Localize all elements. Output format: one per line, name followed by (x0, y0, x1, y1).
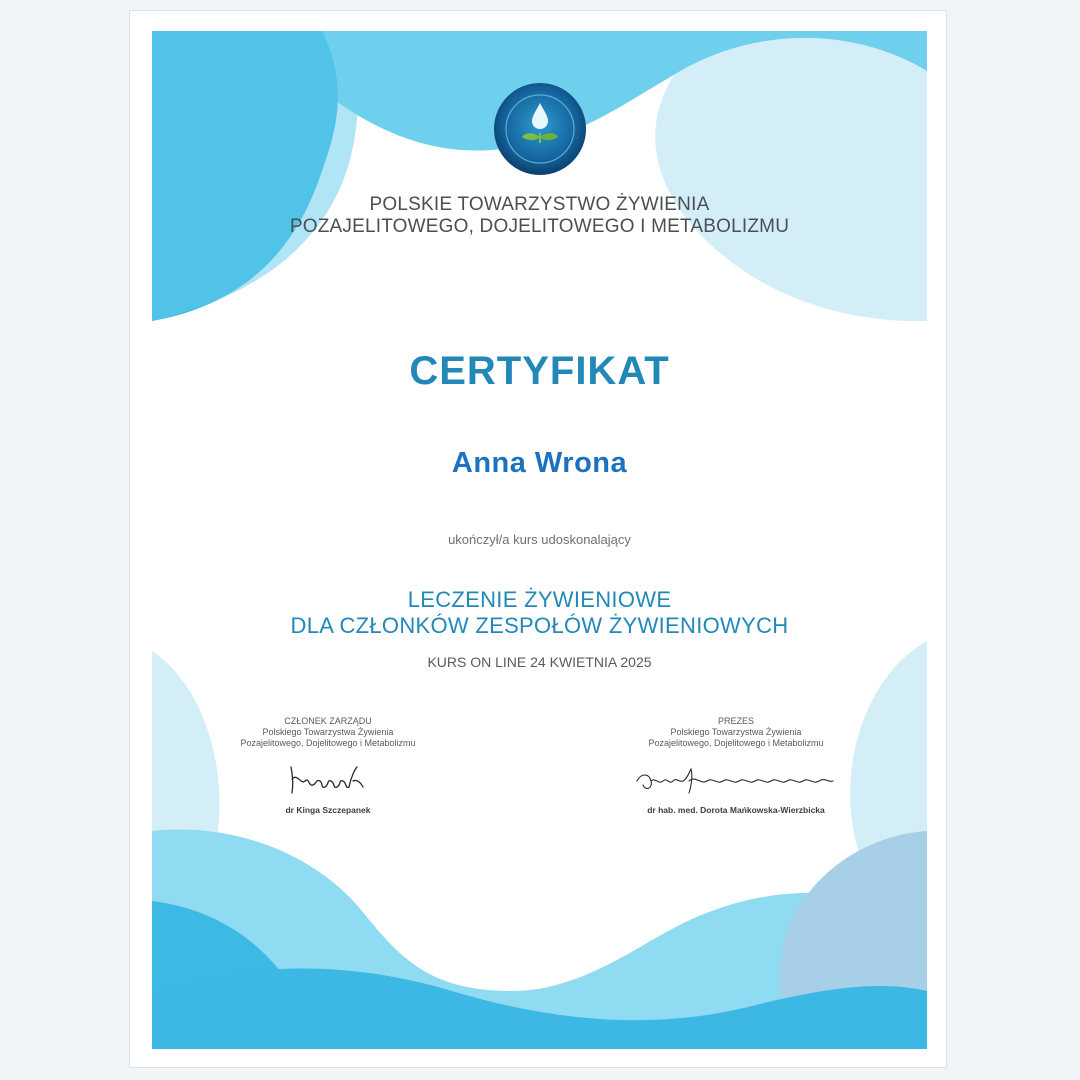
signature-block-right (626, 716, 846, 816)
organization-line-1: POLSKIE TOWARZYSTWO ŻYWIENIA (369, 194, 710, 215)
wave-top-left-mid (152, 31, 392, 321)
signatory-role: CZŁONEK ZARZĄDU (284, 716, 372, 726)
signature-block-left (218, 716, 438, 816)
completed-text: ukończył/a kurs udoskonalający (448, 532, 631, 547)
course-date: KURS ON LINE 24 KWIETNIA 2025 (427, 654, 652, 670)
signatory-org-line-1: Polskiego Towarzystwa Żywienia (670, 727, 802, 737)
organization-line-2: POZAJELITOWEGO, DOJELITOWEGO I METABOLIZMU (289, 216, 790, 237)
certificate-title: CERTYFIKAT (409, 349, 670, 393)
handwritten-signature-left (283, 759, 373, 799)
organization-name (152, 194, 927, 238)
course-title (152, 587, 927, 639)
water-drop-sprout-icon (492, 81, 588, 177)
signatory-name: dr hab. med. Dorota Mańkowska-Wierzbicka (647, 805, 825, 815)
certificate-sheet (152, 31, 927, 1049)
course-title-line-2: DLA CZŁONKÓW ZESPOŁÓW ŻYWIENIOWYCH (290, 613, 789, 638)
recipient-name: Anna Wrona (451, 447, 628, 479)
wave-top-right-light (655, 31, 927, 321)
signatory-role: PREZES (717, 716, 754, 726)
signatory-name: dr Kinga Szczepanek (285, 805, 371, 815)
course-title-line-1: LECZENIE ŻYWIENIOWE (407, 587, 672, 612)
signatory-org-line-2: Pozajelitowego, Dojelitowego i Metabolizmu (648, 738, 824, 748)
handwritten-signature-right (631, 759, 841, 799)
signatory-org-line-2: Pozajelitowego, Dojelitowego i Metabolizmu (240, 738, 416, 748)
signatory-org-line-1: Polskiego Towarzystwa Żywienia (262, 727, 394, 737)
